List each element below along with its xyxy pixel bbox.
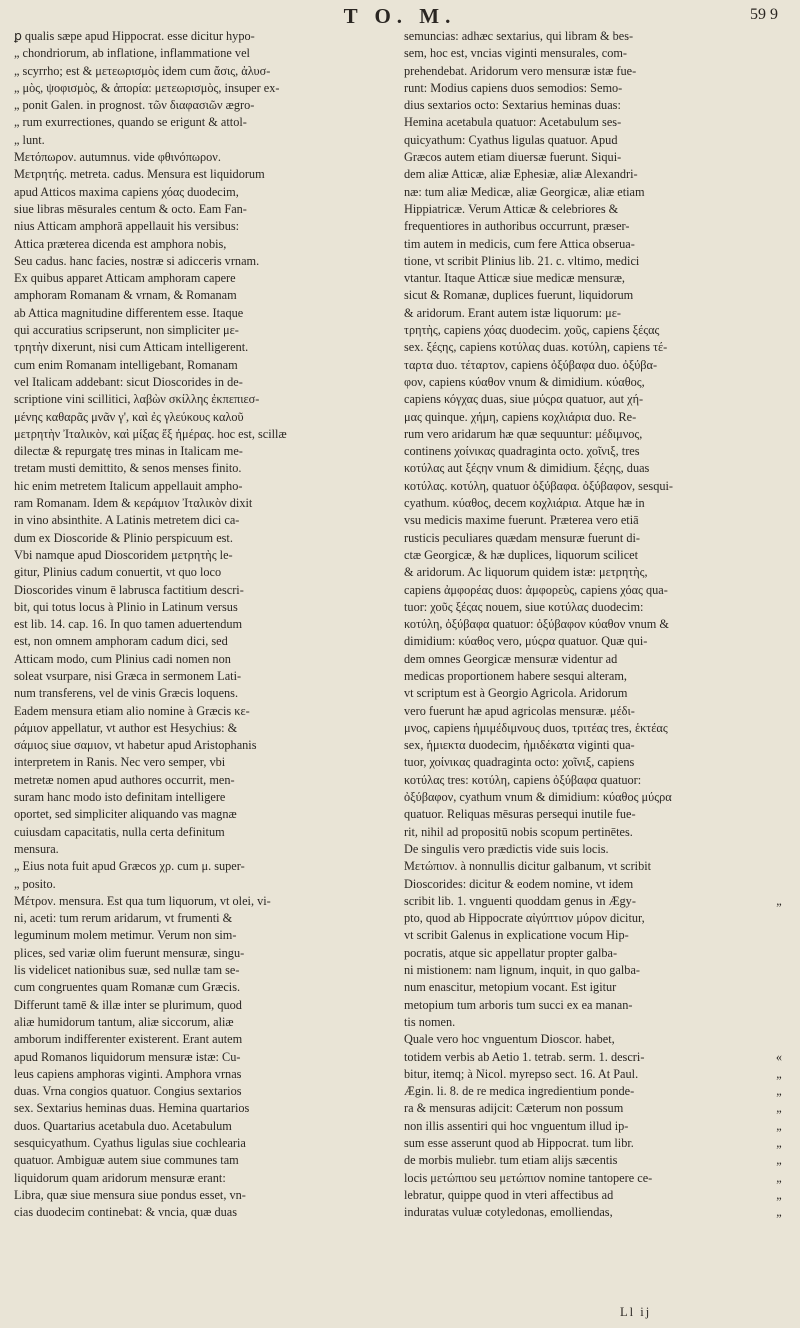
text-line: tuor: χοῦς ξέςας nouem, siue κοτύλας duodecim: [404,599,644,614]
text-line: Μετρητής. metreta. cadus. Mensura est liquidorum [14,167,265,182]
text-line: scriptione vini scillitici, λαβὼν σκίλλης ἐκπεπιεσ- [14,392,260,407]
text-line: τρητὴν dixerunt, nisi cum Atticam intelligerent. [14,340,249,355]
text-line: siue libras mēsurales centum & octo. Eam Fan- [14,201,247,216]
text-line: ράμιον appellatur, vt author est Hesychius: & [14,720,238,735]
text-line: vsu medicis maxime fuerunt. Præterea vero etiā [404,513,639,528]
text-line: cuiusdam capacitatis, nulla certa definitum [14,824,225,839]
text-line: ram Romanam. Idem & κεράμιον Ἰταλικὸν dixit [14,496,253,511]
text-line: sem, hoc est, vncias viginti mensurales, com- [404,46,628,61]
text-line: Libra, quæ siue mensura siue pondus esset, vn- [14,1187,246,1202]
printer-signature: Ll ij [620,1305,652,1319]
text-line: cum enim Romanam intelligebant, Romanam [14,357,238,372]
text-line: pocratis, atque sic appellatur propter galba- [404,945,618,960]
text-line: sex, ἡμιεκτα duodecim, ἡμιδέκατα viginti qua- [404,738,635,753]
text-line: sex. Sextarius heminas duas. Hemina quartarios [14,1101,250,1116]
text-line: plices, sed variæ olim fuerunt mensuræ, singu- [14,945,245,960]
text-line: amborum indifferenter existerent. Erant autem [14,1032,243,1047]
text-line: ni, aceti: tum rerum aridarum, vt frumenti & [14,911,233,926]
margin-quote-mark: „ [776,1066,782,1081]
text-line: ra & mensuras adijcit: Cæterum non possum „ [404,1100,784,1117]
text-line: rit, nihil ad propositū nobis scopum pertinētes. [404,824,633,839]
text-line: De singulis vero prædictis vide suis locis. [404,841,609,856]
text-line: est, non omnem amphoram cadum dici, sed [14,634,228,649]
text-line: Græcos autem etiam diuersæ fuerunt. Siqui- [404,150,622,165]
text-line: κοτύλας. κοτύλη, quatuor ὀξύβαφα. ὀξύβαφον, sesqui- [404,478,674,493]
text-line: ab Attica magnitudine differentem esse. Itaque [14,305,244,320]
text-line: „ lunt. [14,132,45,147]
text-line: τρητὴς, capiens χόας duodecim. χοῦς, capiens ξέςας [404,323,660,338]
text-line: sicut & Romanæ, duplices fuerunt, liquidorum [404,288,634,303]
text-line: μας quinque. χήμη, capiens κοχλιάρια duo. Re- [404,409,637,424]
margin-quote-mark: „ [776,1136,782,1150]
text-line: apud Romanos liquidorum mensuræ istæ: Cu- [14,1049,241,1064]
text-line: cyathum. κύαθος, decem κοχλιάρια. Atque hæ in [404,496,645,511]
text-line: scribit lib. 1. vnguenti quoddam genus in Ægy- „ [404,893,784,910]
text-line: μετρητὴν Ἰταλικὸν, καὶ μίξας ἕξ ἡμέρας. hoc est, scillæ [14,426,287,441]
text-line: „ scyrrho; est & μετεωρισμὸς idem cum ἄσις, ἀλυσ- [14,63,271,78]
text-line: lis videlicet nationibus suæ, sed nullæ tam se- [14,963,240,978]
text-line: rusticis peculiares quædam mensuræ fuerunt di- [404,530,640,545]
text-line: de morbis muliebr. tum etiam alijs sæcentis „ [404,1152,784,1169]
text-line: quicyathum: Cyathus ligulas quatuor. Apud [404,132,618,147]
text-line: sex. ξέςης, capiens κοτύλας duas. κοτύλη, capiens τέ- [404,340,668,355]
text-line: quatuor. Reliquas mēsuras persequi inutile fue- [404,807,636,822]
text-line: suram hanc modo isto definitam intelligere [14,790,226,805]
text-line: qui accuratius scripserunt, non simpliciter με- [14,323,239,338]
text-line: semuncias: adhæc sextarius, qui libram & bes- [404,29,634,43]
margin-quote-mark: „ [776,1101,782,1116]
text-line: medicas proportionem habere sesqui alteram, [404,668,627,683]
text-line: φον, capiens κύαθον vnum & dimidium. κύαθος, [404,374,645,389]
text-line: cias duodecim continebat: & vncia, quæ duas [14,1205,237,1220]
text-line: non illis assentiri qui hoc vnguentum illud ip- „ [404,1118,784,1135]
text-line: κοτύλη, ὀξύβαφα quatuor: ὀξύβαφον κύαθον vnum & [404,617,669,632]
text-line: sesquicyathum. Cyathus ligulas siue cochlearia [14,1136,246,1150]
text-line: in vino absinthite. A Latinis metretem dici ca- [14,513,240,528]
text-line: duas. Vrna congios quatuor. Congius sextarios [14,1084,242,1099]
text-line: frequentiores in authoribus occurrunt, præser- [404,219,630,234]
text-line: cum congruentes quam Romanæ cum Græcis. [14,980,241,995]
text-line: metretæ nomen apud authores occurrit, men- [14,772,235,787]
text-line: duos. Quartarius acetabula duo. Acetabulum [14,1118,232,1133]
text-line: Differunt tamē & illæ inter se plurimum, quod [14,997,242,1012]
text-line: vtantur. Itaque Atticæ siue medicæ mensuræ, [404,271,625,286]
text-line: nius Atticam amphorā appellauit his versibus: [14,219,240,234]
text-line: hic enim metretem Italicum appellauit ampho- [14,478,243,493]
text-line: vel Italicam addebant: sicut Dioscorides in de- [14,374,243,389]
text-line: Μετώπιον. à nonnullis dicitur galbanum, vt scribit [404,859,652,874]
text-line: totidem verbis ab Aetio 1. tetrab. serm. 1. descri- « [404,1049,784,1066]
text-line: Eadem mensura etiam alio nomine à Græcis κε- [14,703,250,718]
text-line: ταρτα duo. τέταρτον, capiens ὀξύβαφα duo. ὀξύβα- [404,357,658,372]
text-line: ctæ Georgicæ, & hæ duplices, liquorum scilicet [404,547,639,562]
text-line: ꝑ qualis sæpe apud Hippocrat. esse dicitur hypo- [14,29,255,43]
right-column [404,28,784,1221]
text-line: κοτύλας tres: κοτύλη, capiens ὀξύβαφα quatuor: [404,772,642,787]
text-line: rum vero aridarum hæ quæ sequuntur: μέδιμνος, [404,426,643,441]
text-line: num transferens, vel de vinis Græcis loquens. [14,686,239,701]
text-line: apud Atticos maxima capiens χόας duodecim, [14,184,239,199]
text-line: pto, quod ab Hippocrate αἰγύπτιον μύρον dicitur, [404,911,645,926]
margin-quote-mark: „ [776,1170,782,1185]
text-line: Μέτρον. mensura. Est qua tum liquorum, vt olei, vi- [14,893,271,908]
text-line: „ chondriorum, ab inflatione, inflammatione vel [14,46,250,61]
text-line: Μετόπωρον. autumnus. vide φθινόπωρον. [14,150,221,165]
text-line: „ ponit Galen. in prognost. τῶν διαφασιῶν ægro- [14,98,255,113]
text-line: tis nomen. [404,1014,456,1029]
margin-quote-mark: „ [776,1205,782,1220]
text-line: vt scribit Galenus in explicatione vocum Hip- [404,928,629,943]
text-line: dilectæ & repurgatę tres minas in Italicam me- [14,444,243,459]
text-line: dius sextarios octo: Sextarius heminas duas: [404,98,621,113]
text-line: mensura. [14,841,59,856]
text-line: Dioscorides vinum ē labrusca factitium descri- [14,582,244,597]
text-line: Ex quibus apparet Atticam amphoram capere [14,271,236,286]
text-line: soleat vsurpare, nisi Græca in sermonem Lati- [14,668,242,683]
text-line: bit, qui totus locus à Plinio in Latinum versus [14,599,238,614]
text-line: Dioscorides: dicitur & eodem nomine, vt idem [404,876,634,891]
text-line: amphoram Romanam & vrnam, & Romanam [14,288,237,303]
margin-quote-mark: „ [776,1084,782,1099]
text-line: dem omnes Georgicæ mensuræ videntur ad [404,651,618,666]
margin-quote-mark: „ [776,1153,782,1168]
text-line: Quale vero hoc vnguentum Dioscor. habet, [404,1032,615,1047]
text-line: vt scriptum est à Georgio Agricola. Aridorum [404,686,628,701]
text-line: prehendebat. Aridorum vero mensuræ istæ fue- [404,63,637,78]
text-line: bitur, itemq; à Nicol. myrepso sect. 16. At Paul. „ [404,1066,784,1083]
text-line: ni mistionem: nam lignum, inquit, in quo galba- [404,963,641,978]
page-number: 59 9 [750,6,778,23]
text-line: tretam musti demittito, & senos menses finito. [14,461,242,476]
text-line: tione, vt scribit Plinius lib. 21. c. vltimo, medici [404,253,640,268]
text-line: „ μὸς, ψοφισμὸς, & ἀπορία: μετεωρισμὸς, insuper ex- [14,80,280,95]
text-line: tuor, χοίνικας quadraginta octo: χοῖνιξ, capiens [404,755,635,770]
text-line: sum esse asserunt quod ab Hippocrat. tum libr. „ [404,1135,784,1152]
text-line: „ Eius nota fuit apud Græcos χρ. cum μ. super- [14,859,245,874]
text-line: μνος, capiens ἡμιμέδιμνους duos, τριτέας tres, ἑκτέας [404,720,668,735]
text-line: Hemina acetabula quatuor: Acetabulum ses- [404,115,622,130]
margin-quote-mark: „ [776,1118,782,1133]
text-line: interpretem in Ranis. Nec vero semper, vbi [14,755,226,770]
text-line: Seu cadus. hanc facies, nostræ si adicceris vrnam. [14,253,260,268]
text-line: Atticam modo, cum Plinius cadi nomen non [14,651,231,666]
text-line: „ rum exurrectiones, quando se erigunt & attol- [14,115,247,130]
text-line: næ: tum aliæ Medicæ, aliæ Georgicæ, aliæ etiam [404,184,645,199]
text-line: leus capiens amphoras viginti. Amphora vrnas [14,1066,242,1081]
text-line: ὀξύβαφον, cyathum vnum & dimidium: κύαθος μύςρα [404,790,672,805]
text-line: dimidium: κύαθος vero, μύςρα quatuor. Quæ qui- [404,634,648,649]
text-line: runt: Modius capiens duos semodios: Semo- [404,80,623,95]
text-line: & aridorum. Ac liquorum quidem istæ: μετρητὴς, [404,565,648,580]
text-line: continens χοίνικας quadraginta octo. χοῖνιξ, tres [404,444,640,459]
text-line: dum ex Dioscoride & Plinio perspicuum est. [14,530,233,545]
running-head: T O. M. [343,4,457,28]
margin-quote-mark: « [775,1049,783,1064]
text-line: dem aliæ Atticæ, aliæ Ephesiæ, aliæ Alexandri- [404,167,638,182]
text-line: locis μετώπιου seu μετώπιον nomine tantopere ce- „ [404,1170,784,1187]
text-line: Attica præterea dicenda est amphora nobis, [14,236,227,251]
margin-quote-mark: „ [776,1187,782,1202]
text-line: κοτύλας aut ξέςην vnum & dimidium. ξέςης, duas [404,461,650,476]
text-line: μένης καθαρᾶς μνᾶν γ', καὶ ἐς γλεύκους καλοῦ [14,409,244,424]
text-line: liquidorum quam aridorum mensuræ erant: [14,1170,226,1185]
text-line: est lib. 14. cap. 16. In quo tamen aduertendum [14,617,243,632]
text-line: metopium tum arboris tum succi ex ea manan- [404,997,633,1012]
text-line: induratas vuluæ cotyledonas, emolliendas, „ [404,1204,784,1221]
text-line: num enascitur, metopium vocant. Est igitur [404,980,617,995]
text-line: capiens ἀμφορέας duos: ἀμφορεὺς, capiens χόας qua- [404,582,668,597]
margin-quote-mark: „ [776,893,782,908]
text-line: & aridorum. Erant autem istæ liquorum: με- [404,305,622,320]
page-header [0,4,800,30]
text-line: quatuor. Ambiguæ autem siue communes tam [14,1153,239,1168]
text-line: oportet, sed simpliciter aliquando vas magnæ [14,807,237,822]
text-line: capiens κόγχας duas, siue μύςρα quatuor, aut χή- [404,392,644,407]
text-line: aliæ humidorum tantum, aliæ siccorum, aliæ [14,1014,234,1029]
text-line: Vbi namque apud Dioscoridem μετρητὴς le- [14,547,233,562]
text-line: Hippiatricæ. Verum Atticæ & celebriores & [404,201,619,216]
text-line: lebratur, quippe quod in vteri affectibus ad „ [404,1187,784,1204]
text-line: tim autem in medicis, cum fere Attica obserua- [404,236,635,251]
text-line: σάμιος siue σαμιον, vt habetur apud Aristophanis [14,738,257,753]
text-line: leguminum molem metimur. Verum non sim- [14,928,237,943]
text-line: gitur, Plinius cadum conuertit, vt quo loco [14,565,222,580]
text-line: Ægin. li. 8. de re medica ingredientium ponde- „ [404,1083,784,1100]
text-line: „ posito. [14,876,56,891]
text-line: vero fuerunt hæ apud agricolas mensuræ. μέδι- [404,703,635,718]
left-column [14,28,396,1221]
